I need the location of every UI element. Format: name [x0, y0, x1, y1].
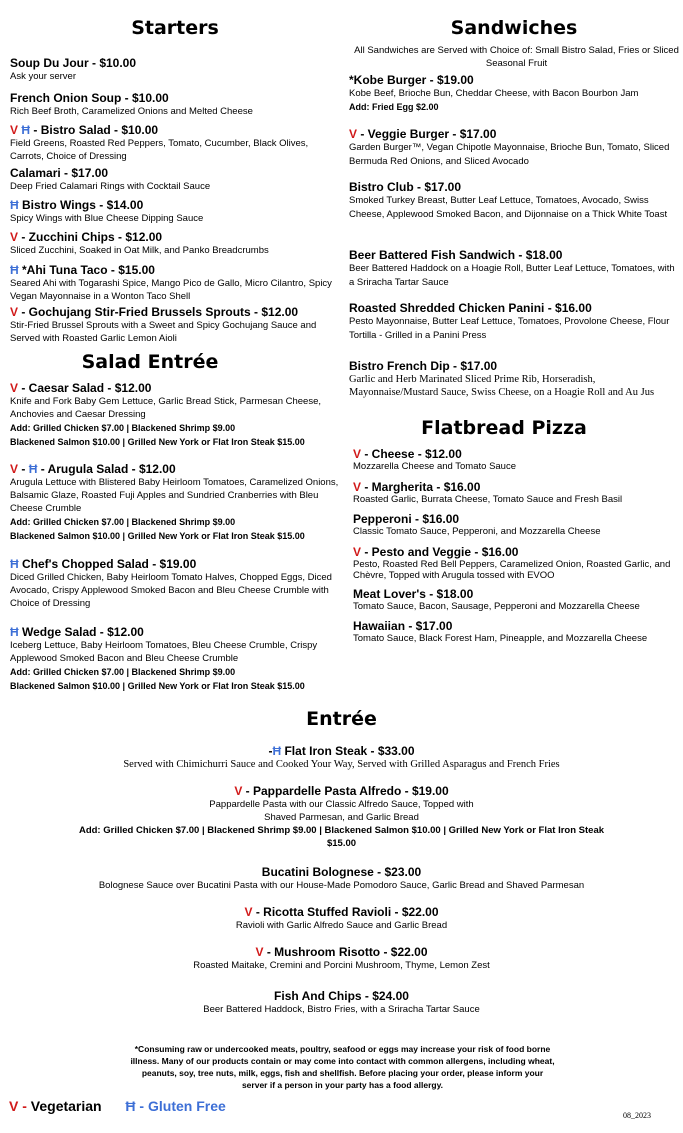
item-name-row: [0, 945, 683, 959]
item-desc: Stir-Fried Brussel Sprouts with a Sweet and Spicy Gochujang Sauce and Served with Roasted Garlic Lemon Aioli: [10, 320, 317, 344]
add-ons: Blackened Salmon $10.00 | Grilled New York or Flat Iron Steak $15.00: [10, 437, 305, 447]
add-ons: Add: Grilled Chicken $7.00 | Blackened Shrimp $9.00: [10, 667, 236, 677]
item-name: - Veggie Burger - $17.00: [357, 127, 497, 141]
vegetarian-icon: V: [10, 462, 19, 476]
item-desc: Tomato Sauce, Black Forest Ham, Pineapple, and Mozzarella Cheese: [353, 633, 648, 644]
vegetarian-icon: V: [10, 381, 19, 395]
gluten-free-icon: Ħ: [21, 123, 31, 137]
menu-item: [349, 248, 679, 290]
item-name: Bistro Club - $17.00: [349, 180, 462, 194]
item-desc: Smoked Turkey Breast, Butter Leaf Lettuce, Tomatoes, Avocado, Swiss Cheese, Applewood Smoked Bacon, and Dijonnaise on a Thick White Toast: [349, 195, 668, 220]
menu-item: [353, 447, 683, 473]
item-name: Pepperoni - $16.00: [353, 512, 460, 526]
vegetarian-icon: V: [10, 305, 19, 319]
sandwiches-title: Sandwiches: [450, 17, 578, 39]
menu-item: [353, 587, 683, 613]
item-name: - Arugula Salad - $12.00: [37, 462, 176, 476]
menu-item: [10, 625, 340, 693]
menu-item: [10, 381, 340, 449]
item-desc: Ask your server: [10, 71, 76, 82]
gluten-free-icon: Ħ: [10, 557, 19, 571]
item-desc: Pappardelle Pasta with our Classic Alfredo Sauce, Topped with: [209, 799, 474, 810]
item-desc: Mozzarella Cheese and Tomato Sauce: [353, 461, 517, 472]
vegetarian-icon: V: [10, 123, 19, 137]
item-name-row: [10, 462, 340, 476]
item-name-row: [353, 545, 683, 559]
item-name: Wedge Salad - $12.00: [18, 625, 144, 639]
item-desc: Roasted Maitake, Cremini and Porcini Mushroom, Thyme, Lemon Zest: [193, 960, 490, 971]
gluten-free-icon: Ħ: [10, 263, 19, 277]
add-ons: Add: Grilled Chicken $7.00 | Blackened Shrimp $9.00 | Blackened Salmon $10.00 | Grilled New York or Flat Iron Steak $15.00: [78, 825, 605, 849]
gluten-free-icon: [268, 744, 281, 758]
item-name-row: [10, 557, 340, 571]
menu-item: [0, 744, 683, 771]
item-name: Chef's Chopped Salad - $19.00: [18, 557, 197, 571]
add-ons: Add: Fried Egg $2.00: [349, 102, 439, 112]
vegetarian-icon: V: [353, 545, 362, 559]
item-desc: Pesto, Roasted Red Bell Peppers, Caramelized Onion, Roasted Garlic, and Chèvre, Topped with Arugula tossed with EVOO: [353, 559, 671, 581]
legend-gluten-free: Gluten Free: [147, 1098, 226, 1114]
gluten-free-icon: Ħ: [28, 462, 38, 476]
item-desc: Beer Battered Haddock on a Hoagie Roll, Butter Leaf Lettuce, Tomatoes, with a Sriracha Tartar Sauce: [349, 263, 675, 288]
vegetarian-icon: V: [9, 1098, 19, 1114]
item-name-row: [10, 381, 340, 395]
menu-item: [0, 989, 683, 1016]
item-desc: Beer Battered Haddock, Bistro Fries, with a Sriracha Tartar Sauce: [203, 1004, 480, 1015]
item-desc: Roasted Garlic, Burrata Cheese, Tomato Sauce and Fresh Basil: [353, 494, 623, 505]
add-ons: Add: Grilled Chicken $7.00 | Blackened Shrimp $9.00: [10, 423, 236, 433]
legend-vegetarian: Vegetarian: [30, 1098, 102, 1114]
menu-item: [10, 123, 340, 163]
item-name: Roasted Shredded Chicken Panini - $16.00: [349, 301, 592, 315]
item-desc: Seared Ahi with Togarashi Spice, Mango Pico de Gallo, Micro Cilantro, Spicy Vegan Mayonnaise in a Wonton Taco Shell: [10, 278, 332, 302]
vegetarian-icon: V: [234, 784, 243, 798]
vegetarian-icon: V: [353, 480, 362, 494]
item-name-row: [10, 198, 340, 212]
menu-item: [349, 301, 679, 343]
item-name-row: [10, 305, 340, 319]
item-name-row: [349, 127, 679, 141]
item-desc: Garlic and Herb Marinated Sliced Prime Rib, Horseradish, Mayonnaise/Mustard Sauce, Swiss Cheese, on a Hoagie Roll and Au Jus: [349, 374, 655, 398]
add-ons: Blackened Salmon $10.00 | Grilled New York or Flat Iron Steak $15.00: [10, 531, 305, 541]
menu-item: [10, 305, 340, 345]
salads-title: Salad Entrée: [81, 351, 219, 373]
item-name: - Pesto and Veggie - $16.00: [361, 545, 519, 559]
vegetarian-icon: V: [353, 447, 362, 461]
starters-title: Starters: [131, 17, 219, 39]
menu-item: [0, 945, 683, 972]
item-name-row: [10, 230, 340, 244]
menu-item: [0, 865, 683, 892]
menu-code: 08_2023: [623, 1111, 651, 1120]
gluten-free-icon: Ħ: [10, 198, 19, 212]
item-name: Beer Battered Fish Sandwich - $18.00: [349, 248, 563, 262]
menu-item: [349, 73, 679, 114]
item-name-row: [353, 480, 683, 494]
vegetarian-icon: V: [10, 230, 19, 244]
add-ons: Blackened Salmon $10.00 | Grilled New York or Flat Iron Steak $15.00: [10, 681, 305, 691]
item-desc: Spicy Wings with Blue Cheese Dipping Sauce: [10, 213, 204, 224]
menu-item: [10, 91, 340, 118]
item-name: Fish And Chips - $24.00: [274, 989, 409, 1003]
menu-item: [349, 359, 679, 399]
item-name: French Onion Soup - $10.00: [10, 91, 169, 105]
item-name-row: [0, 784, 683, 798]
menu-item: [10, 166, 340, 193]
item-name-row: [10, 123, 340, 137]
menu-item: [353, 619, 683, 645]
menu-item: [353, 480, 683, 506]
gluten-free-icon: Ħ: [125, 1098, 136, 1114]
sandwiches-subtitle: All Sandwiches are Served with Choice of: Small Bistro Salad, Fries or Sliced Seasonal Fruit: [354, 45, 679, 69]
pizza-title: Flatbread Pizza: [421, 417, 587, 439]
vegetarian-icon: V: [244, 905, 253, 919]
item-desc: Garden Burger™, Vegan Chipotle Mayonnaise, Brioche Bun, Tomato, Sliced Bermuda Red Onions, and Sliced Avocado: [349, 142, 670, 167]
gluten-free-icon: Ħ: [10, 625, 19, 639]
item-name: Calamari - $17.00: [10, 166, 109, 180]
item-name: - Margherita - $16.00: [361, 480, 481, 494]
item-desc: Knife and Fork Baby Gem Lettuce, Garlic Bread Stick, Parmesan Cheese, Anchovies and Caesar Dressing: [10, 396, 322, 420]
gluten-free-glyph: Ħ: [272, 744, 282, 758]
add-ons: Add: Grilled Chicken $7.00 | Blackened Shrimp $9.00: [10, 517, 236, 527]
item-name: - Caesar Salad - $12.00: [18, 381, 152, 395]
item-name-row: [10, 263, 340, 277]
asterisk-dash: -: [268, 744, 273, 758]
item-name: Bucatini Bolognese - $23.00: [261, 865, 422, 879]
legend-dash: -: [22, 1098, 27, 1114]
item-desc: Rich Beef Broth, Caramelized Onions and Melted Cheese: [10, 106, 253, 117]
menu-item: [10, 263, 340, 303]
item-desc: Served with Chimichurri Sauce and Cooked Your Way, Served with Grilled Asparagus and French Fries: [123, 759, 560, 770]
legend-dash: -: [139, 1098, 145, 1114]
item-name-row: [0, 744, 683, 758]
item-desc: Pesto Mayonnaise, Butter Leaf Lettuce, Tomatoes, Provolone Cheese, Flour Tortilla - Grilled in a Panini Press: [349, 316, 670, 341]
item-desc: Arugula Lettuce with Blistered Baby Heirloom Tomatoes, Caramelized Onions, Balsamic Glaze, Roasted Fuji Apples and Sundried Cranberries with Bleu Cheese Crumble: [10, 477, 339, 514]
menu-item: [349, 180, 679, 222]
item-name: - Gochujang Stir-Fried Brussels Sprouts - $12.00: [18, 305, 299, 319]
menu-item: [0, 784, 683, 850]
menu-item: [10, 56, 340, 83]
item-name: *Ahi Tuna Taco - $15.00: [18, 263, 155, 277]
item-desc: Tomato Sauce, Bacon, Sausage, Pepperoni and Mozzarella Cheese: [353, 601, 640, 612]
item-desc: Sliced Zucchini, Soaked in Oat Milk, and Panko Breadcrumbs: [10, 245, 269, 256]
menu-item: [353, 545, 683, 581]
item-name: Bistro Wings - $14.00: [18, 198, 144, 212]
item-desc: Ravioli with Garlic Alfredo Sauce and Garlic Bread: [235, 920, 448, 931]
item-desc: Diced Grilled Chicken, Baby Heirloom Tomato Halves, Chopped Eggs, Diced Avocado, Crispy Applewood Smoked Bacon and Bleu Cheese Crumble with Choice of Dressing: [10, 572, 332, 609]
item-name: Bistro French Dip - $17.00: [349, 359, 498, 373]
dash: -: [21, 462, 26, 476]
item-name-row: [353, 447, 683, 461]
menu-item: [10, 462, 340, 543]
item-name: - Mushroom Risotto - $22.00: [263, 945, 428, 959]
entree-title: Entrée: [306, 708, 377, 730]
item-desc-2: Shaved Parmesan, and Garlic Bread: [264, 812, 419, 823]
item-name: - Ricotta Stuffed Ravioli - $22.00: [252, 905, 439, 919]
item-desc: Deep Fried Calamari Rings with Cocktail Sauce: [10, 181, 211, 192]
vegetarian-icon: V: [255, 945, 264, 959]
menu-item: [0, 905, 683, 932]
item-desc: Field Greens, Roasted Red Peppers, Tomato, Cucumber, Black Olives, Carrots, Choice of Dressing: [10, 138, 309, 162]
vegetarian-icon: V: [349, 127, 358, 141]
item-name: *Kobe Burger - $19.00: [349, 73, 474, 87]
item-name: - Pappardelle Pasta Alfredo - $19.00: [242, 784, 449, 798]
item-name-row: [10, 625, 340, 639]
item-name: - Bistro Salad - $10.00: [30, 123, 159, 137]
legend: [9, 1098, 226, 1114]
item-desc: Bolognese Sauce over Bucatini Pasta with our House-Made Pomodoro Sauce, Garlic Bread and Shaved Parmesan: [98, 880, 585, 891]
allergy-disclaimer: *Consuming raw or undercooked meats, poultry, seafood or eggs may increase your risk of food borne illness. Many of our products contain or may come into contact with common allergens, including wheat, peanuts, soy, tree nuts, milk, eggs, fish and shellfish. Before placing your order, please inform your server if a person in your party has a food allergy.: [130, 1044, 555, 1090]
menu-item: [353, 512, 683, 538]
item-desc: Classic Tomato Sauce, Pepperoni, and Mozzarella Cheese: [353, 526, 601, 537]
menu-item: [10, 557, 340, 610]
item-desc: Kobe Beef, Brioche Bun, Cheddar Cheese, with Bacon Bourbon Jam: [349, 88, 639, 99]
item-name-row: [0, 905, 683, 919]
item-desc: Iceberg Lettuce, Baby Heirloom Tomatoes, Bleu Cheese Crumble, Crispy Applewood Smoked Bacon and Bleu Cheese Crumble: [10, 640, 318, 664]
item-name: Flat Iron Steak - $33.00: [281, 744, 415, 758]
item-name: Hawaiian - $17.00: [353, 619, 453, 633]
menu-item: [349, 127, 679, 169]
item-name: Soup Du Jour - $10.00: [10, 56, 137, 70]
menu-item: [10, 230, 340, 257]
item-name: - Zucchini Chips - $12.00: [18, 230, 163, 244]
menu-item: [10, 198, 340, 225]
item-name: Meat Lover's - $18.00: [353, 587, 474, 601]
item-name: - Cheese - $12.00: [361, 447, 462, 461]
